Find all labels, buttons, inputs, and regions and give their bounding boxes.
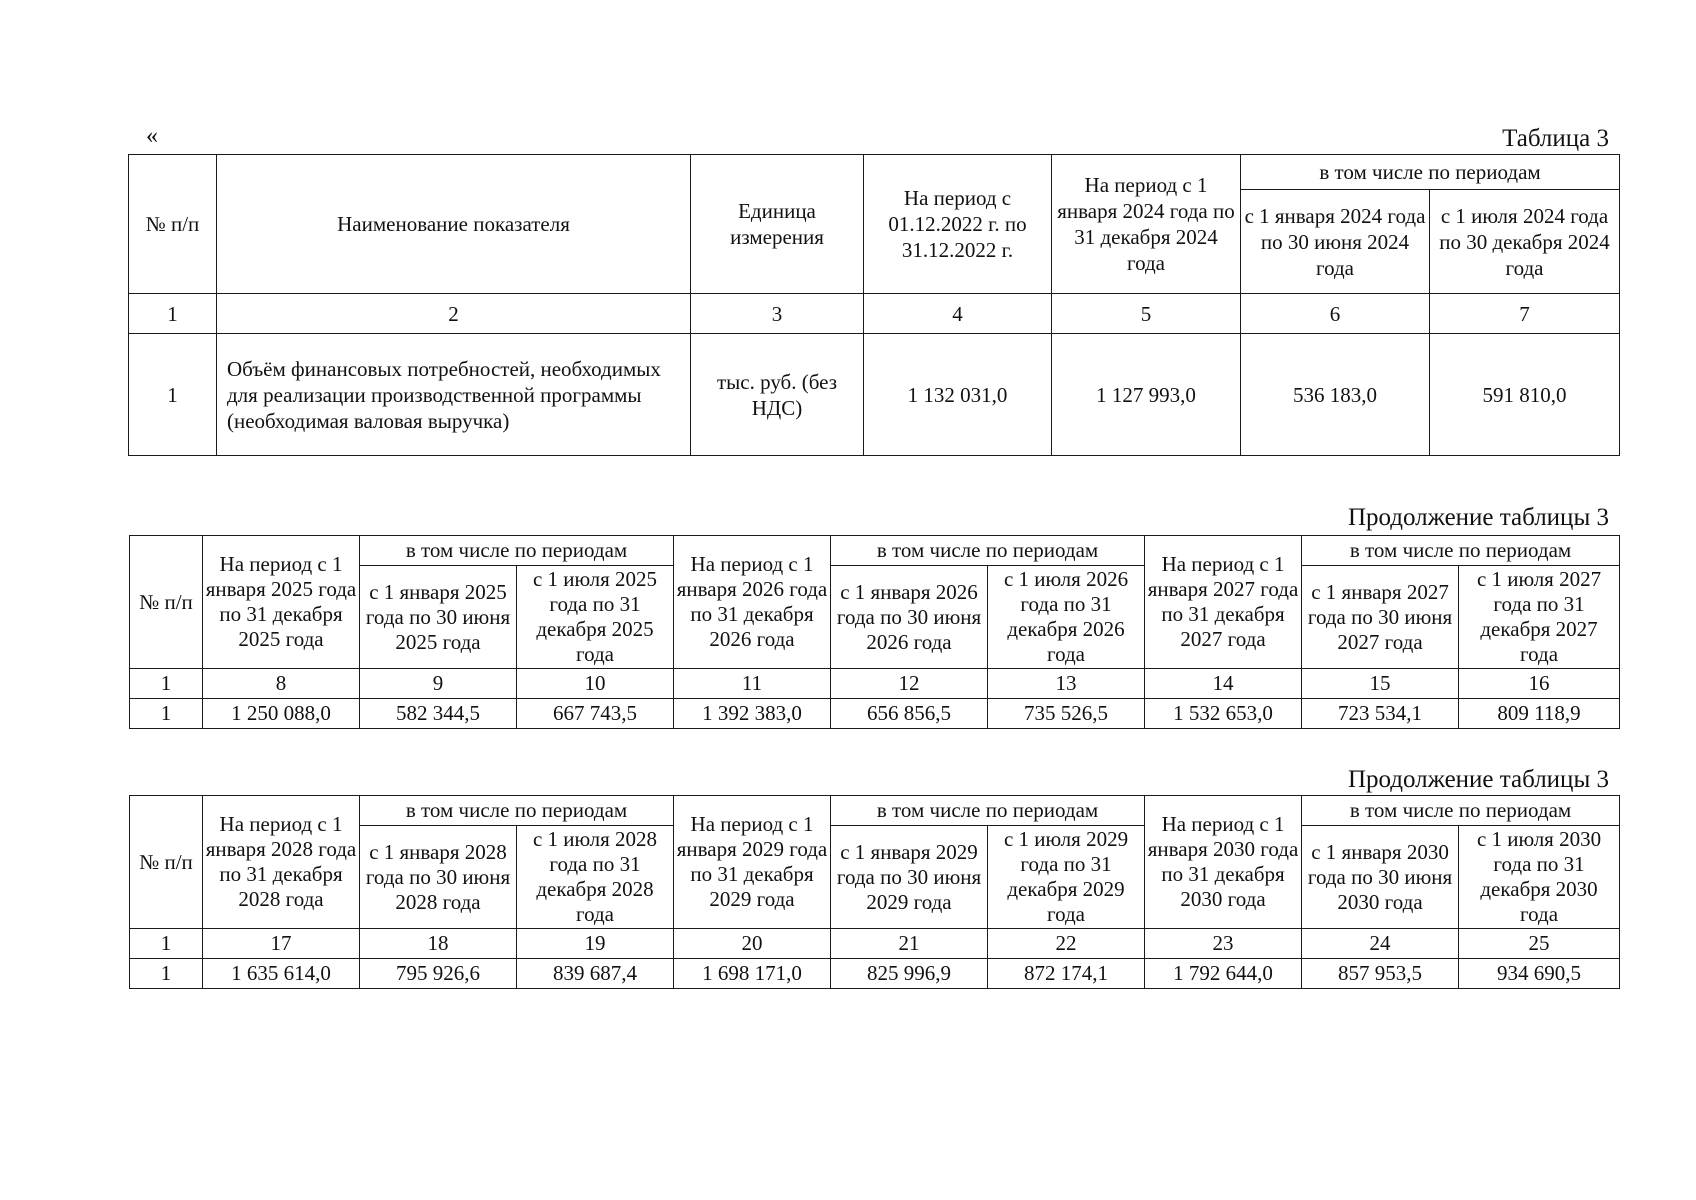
colnum-cell: 13 <box>988 669 1145 699</box>
table2-header-h2: с 1 июля 2025 года по 31 декабря 2025 года <box>517 566 674 669</box>
colnum-cell: 14 <box>1145 669 1302 699</box>
colnum-cell: 15 <box>1302 669 1459 699</box>
table1-header-row <box>129 155 1620 190</box>
table1-header-h1-2024: с 1 января 2024 года по 30 июня 2024 года <box>1241 190 1430 294</box>
value-cell: 825 996,9 <box>831 959 988 989</box>
value-cell: 536 183,0 <box>1241 334 1430 456</box>
colnum-cell: 22 <box>988 929 1145 959</box>
value-cell: 1 392 383,0 <box>674 699 831 729</box>
value-cell: 1 132 031,0 <box>864 334 1052 456</box>
table2-header-group: в том числе по периодам <box>1302 536 1620 566</box>
row-number: 1 <box>130 699 203 729</box>
value-cell: 857 953,5 <box>1302 959 1459 989</box>
colnum-cell: 20 <box>674 929 831 959</box>
value-cell: 1 698 171,0 <box>674 959 831 989</box>
table3-header-period: На период с 1 января 2028 года по 31 декабря 2028 года <box>203 796 360 929</box>
value-cell: 1 792 644,0 <box>1145 959 1302 989</box>
table1-header-num: № п/п <box>129 155 217 294</box>
colnum-cell: 10 <box>517 669 674 699</box>
table2-header-h2: с 1 июля 2027 года по 31 декабря 2027 года <box>1459 566 1620 669</box>
colnum-cell: 12 <box>831 669 988 699</box>
table3-header-row <box>130 796 1620 826</box>
value-cell: 582 344,5 <box>360 699 517 729</box>
table3-header-period: На период с 1 января 2029 года по 31 декабря 2029 года <box>674 796 831 929</box>
colnum-cell: 19 <box>517 929 674 959</box>
indicator-name: Объём финансовых потребностей, необходимых для реализации производственной программы (необходимая валовая выручка) <box>217 334 691 456</box>
table1-header-period-2024: На период с 1 января 2024 года по 31 декабря 2024 года <box>1052 155 1241 294</box>
value-cell: 809 118,9 <box>1459 699 1620 729</box>
table1-header-group: в том числе по периодам <box>1241 155 1620 190</box>
table2 <box>129 535 1620 729</box>
value-cell: 591 810,0 <box>1430 334 1620 456</box>
value-cell: 872 174,1 <box>988 959 1145 989</box>
table3-header-h1: с 1 января 2029 года по 30 июня 2029 года <box>831 826 988 929</box>
table3-header-period: На период с 1 января 2030 года по 31 декабря 2030 года <box>1145 796 1302 929</box>
table1-caption: Таблица 3 <box>1502 125 1609 152</box>
table2-data-row <box>130 699 1620 729</box>
table1-header-name: Наименование показателя <box>217 155 691 294</box>
table3 <box>129 795 1620 989</box>
value-cell: 839 687,4 <box>517 959 674 989</box>
colnum-cell: 9 <box>360 669 517 699</box>
colnum-cell: 25 <box>1459 929 1620 959</box>
table2-header-h1: с 1 января 2026 года по 30 июня 2026 года <box>831 566 988 669</box>
colnum-cell: 1 <box>130 929 203 959</box>
table3-header-h1: с 1 января 2028 года по 30 июня 2028 года <box>360 826 517 929</box>
value-cell: 667 743,5 <box>517 699 674 729</box>
table2-header-group: в том числе по периодам <box>831 536 1145 566</box>
value-cell: 656 856,5 <box>831 699 988 729</box>
table3-colnum-row <box>130 929 1620 959</box>
table3-header-h2: с 1 июля 2029 года по 31 декабря 2029 года <box>988 826 1145 929</box>
table1-header-period-2022: На период с 01.12.2022 г. по 31.12.2022 г. <box>864 155 1052 294</box>
colnum-cell: 8 <box>203 669 360 699</box>
value-cell: 723 534,1 <box>1302 699 1459 729</box>
table2-header-h1: с 1 января 2025 года по 30 июня 2025 года <box>360 566 517 669</box>
colnum-cell: 5 <box>1052 294 1241 334</box>
table1-header-h2-2024: с 1 июля 2024 года по 30 декабря 2024 года <box>1430 190 1620 294</box>
table3-header-h2: с 1 июля 2030 года по 31 декабря 2030 года <box>1459 826 1620 929</box>
table1-data-row <box>129 334 1620 456</box>
table3-header-h2: с 1 июля 2028 года по 31 декабря 2028 года <box>517 826 674 929</box>
table2-header-h1: с 1 января 2027 года по 30 июня 2027 года <box>1302 566 1459 669</box>
colnum-cell: 4 <box>864 294 1052 334</box>
table2-header-period: На период с 1 января 2027 года по 31 декабря 2027 года <box>1145 536 1302 669</box>
table3-header-group: в том числе по периодам <box>360 796 674 826</box>
table2-header-h2: с 1 июля 2026 года по 31 декабря 2026 года <box>988 566 1145 669</box>
value-cell: 1 532 653,0 <box>1145 699 1302 729</box>
table2-colnum-row <box>130 669 1620 699</box>
colnum-cell: 23 <box>1145 929 1302 959</box>
table3-data-row <box>130 959 1620 989</box>
table3-header-h1: с 1 января 2030 года по 30 июня 2030 года <box>1302 826 1459 929</box>
opening-quote: « <box>146 123 158 149</box>
table1 <box>128 154 1620 456</box>
row-number: 1 <box>129 334 217 456</box>
value-cell: 735 526,5 <box>988 699 1145 729</box>
table2-header-group: в том числе по периодам <box>360 536 674 566</box>
table1-header-unit: Единица измерения <box>691 155 864 294</box>
table2-header-period: На период с 1 января 2026 года по 31 декабря 2026 года <box>674 536 831 669</box>
table2-header-period: На период с 1 января 2025 года по 31 декабря 2025 года <box>203 536 360 669</box>
colnum-cell: 3 <box>691 294 864 334</box>
value-cell: 1 635 614,0 <box>203 959 360 989</box>
table1-colnum-row <box>129 294 1620 334</box>
table3-header-group: в том числе по периодам <box>831 796 1145 826</box>
colnum-cell: 24 <box>1302 929 1459 959</box>
colnum-cell: 1 <box>130 669 203 699</box>
table3-caption: Продолжение таблицы 3 <box>1347 766 1609 793</box>
table2-caption: Продолжение таблицы 3 <box>1347 504 1609 531</box>
table2-header-row <box>130 536 1620 566</box>
table2-header-num: № п/п <box>130 536 203 669</box>
colnum-cell: 7 <box>1430 294 1620 334</box>
row-number: 1 <box>130 959 203 989</box>
table3-header-group: в том числе по периодам <box>1302 796 1620 826</box>
colnum-cell: 17 <box>203 929 360 959</box>
unit-cell: тыс. руб. (без НДС) <box>691 334 864 456</box>
value-cell: 1 127 993,0 <box>1052 334 1241 456</box>
value-cell: 934 690,5 <box>1459 959 1620 989</box>
colnum-cell: 6 <box>1241 294 1430 334</box>
colnum-cell: 11 <box>674 669 831 699</box>
colnum-cell: 21 <box>831 929 988 959</box>
colnum-cell: 2 <box>217 294 691 334</box>
value-cell: 1 250 088,0 <box>203 699 360 729</box>
colnum-cell: 18 <box>360 929 517 959</box>
colnum-cell: 1 <box>129 294 217 334</box>
table3-header-num: № п/п <box>130 796 203 929</box>
value-cell: 795 926,6 <box>360 959 517 989</box>
colnum-cell: 16 <box>1459 669 1620 699</box>
